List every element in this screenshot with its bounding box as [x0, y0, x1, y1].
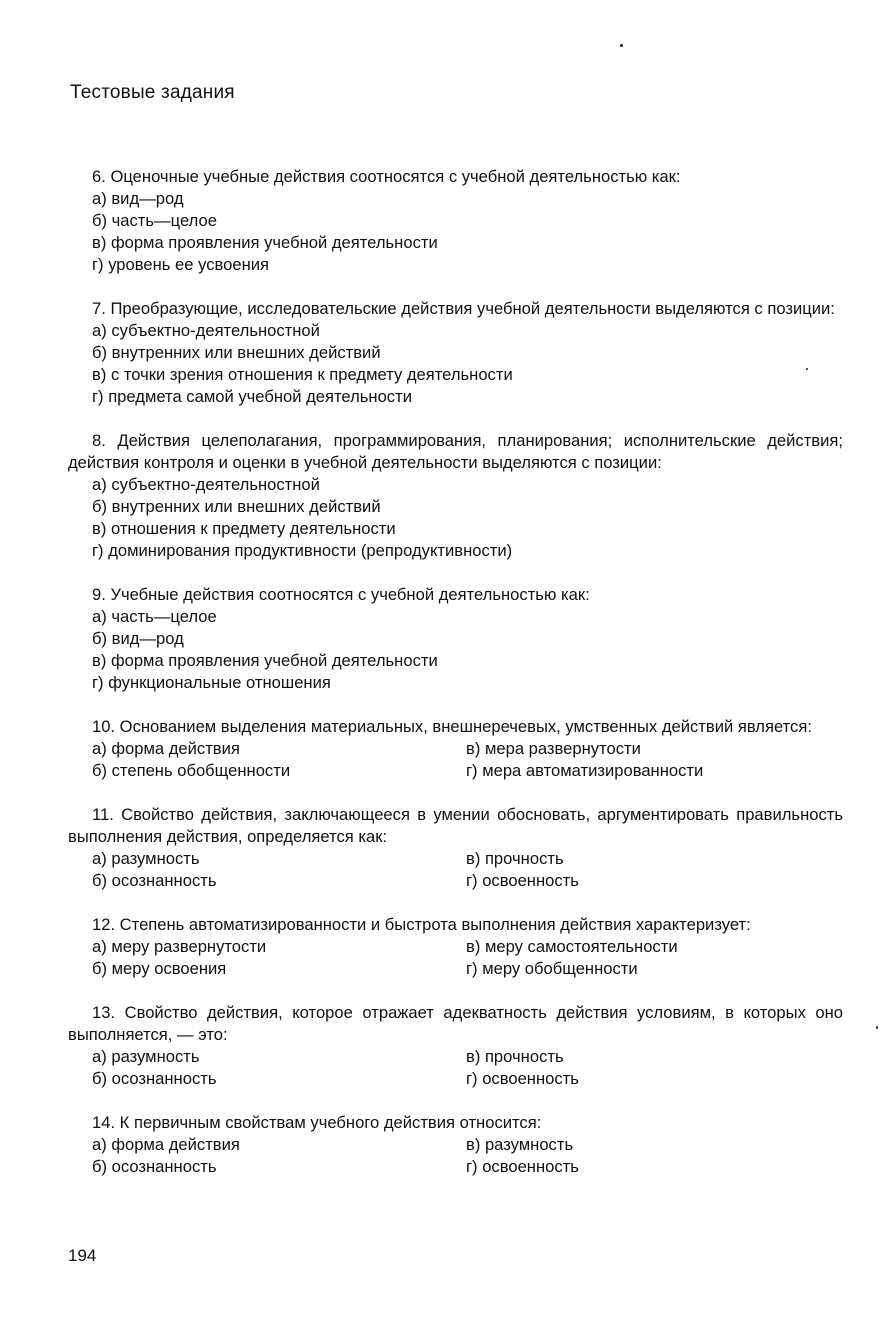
answer-option: в) разумность	[466, 1135, 574, 1154]
answer-option: г) предмета самой учебной деятельности	[92, 387, 412, 406]
answer-option: в) отношения к предмету деятельности	[92, 519, 396, 538]
answer-options-grid	[68, 1134, 843, 1178]
answer-option: б) часть—целое	[92, 211, 217, 230]
answer-option: в) с точки зрения отношения к предмету деятельности	[92, 365, 513, 384]
page-number: 194	[68, 1246, 97, 1265]
answer-option: а) меру развернутости	[92, 937, 267, 956]
question-stem: 6. Оценочные учебные действия соотносятся с учебной деятельностью как:	[92, 167, 681, 186]
answer-option: в) прочность	[466, 849, 564, 868]
question-stem: 8. Действия целеполагания, программирования, планирования; исполнительские действия; действия контроля и оценки в учебной деятельности выделяются с позиции:	[68, 431, 843, 472]
answer-options-grid	[68, 936, 843, 980]
answer-option: а) разумность	[92, 1047, 200, 1066]
answer-option: г) доминирования продуктивности (репродуктивности)	[92, 541, 513, 560]
answer-option: б) вид—род	[92, 629, 184, 648]
answer-options-grid	[68, 1046, 843, 1090]
answer-options-grid	[68, 738, 843, 782]
answer-option: б) меру освоения	[92, 959, 227, 978]
answer-option: г) функциональные отношения	[92, 673, 331, 692]
answer-options-grid	[68, 848, 843, 892]
question-stem: 13. Свойство действия, которое отражает адекватность действия условиям, в которых оно выполняется, — это:	[68, 1003, 843, 1044]
answer-option: в) форма проявления учебной деятельности	[92, 233, 438, 252]
answer-option: в) прочность	[466, 1047, 564, 1066]
answer-option: б) внутренних или внешних действий	[92, 343, 381, 362]
answer-option: а) часть—целое	[92, 607, 217, 626]
answer-option: в) форма проявления учебной деятельности	[92, 651, 438, 670]
question-14	[68, 1112, 843, 1178]
answer-option: б) степень обобщенности	[92, 761, 291, 780]
answer-option: г) освоенность	[466, 1157, 579, 1176]
scan-speck	[806, 368, 808, 370]
answer-option: г) уровень ее усвоения	[92, 255, 270, 274]
question-6	[68, 166, 843, 276]
question-stem: 12. Степень автоматизированности и быстрота выполнения действия характеризует:	[92, 915, 751, 934]
answer-option: а) разумность	[92, 849, 200, 868]
answer-option: а) вид—род	[92, 189, 184, 208]
answer-option: в) мера развернутости	[466, 739, 641, 758]
answer-option: а) форма действия	[92, 739, 240, 758]
answer-option: г) освоенность	[466, 1069, 579, 1088]
answer-option: г) мера автоматизированности	[466, 761, 704, 780]
answer-option: г) освоенность	[466, 871, 579, 890]
answer-option: б) внутренних или внешних действий	[92, 497, 381, 516]
question-stem: 11. Свойство действия, заключающееся в умении обосновать, аргументировать правильность выполнения действия, определяется как:	[68, 805, 843, 846]
scan-speck	[876, 1026, 878, 1029]
answer-option: а) субъектно-деятельностной	[92, 321, 320, 340]
question-stem: 10. Основанием выделения материальных, внешнеречевых, умственных действий является:	[92, 717, 812, 736]
answer-option: б) осознанность	[92, 1157, 217, 1176]
question-12	[68, 914, 843, 980]
answer-option: в) меру самостоятельности	[466, 937, 678, 956]
scan-speck	[620, 44, 623, 47]
question-9	[68, 584, 843, 694]
question-stem: 9. Учебные действия соотносятся с учебной деятельностью как:	[92, 585, 590, 604]
question-13	[68, 1002, 843, 1090]
answer-option: г) меру обобщенности	[466, 959, 638, 978]
running-header: Тестовые задания	[70, 82, 235, 103]
question-10	[68, 716, 843, 782]
answer-option: а) форма действия	[92, 1135, 240, 1154]
answer-option: а) субъектно-деятельностной	[92, 475, 320, 494]
question-stem: 7. Преобразующие, исследовательские действия учебной деятельности выделяются с позиции:	[92, 299, 835, 318]
question-11	[68, 804, 843, 892]
test-questions	[68, 166, 843, 1200]
question-8	[68, 430, 843, 562]
answer-option: б) осознанность	[92, 871, 217, 890]
question-7	[68, 298, 843, 408]
question-stem: 14. К первичным свойствам учебного действия относится:	[92, 1113, 542, 1132]
answer-option: б) осознанность	[92, 1069, 217, 1088]
